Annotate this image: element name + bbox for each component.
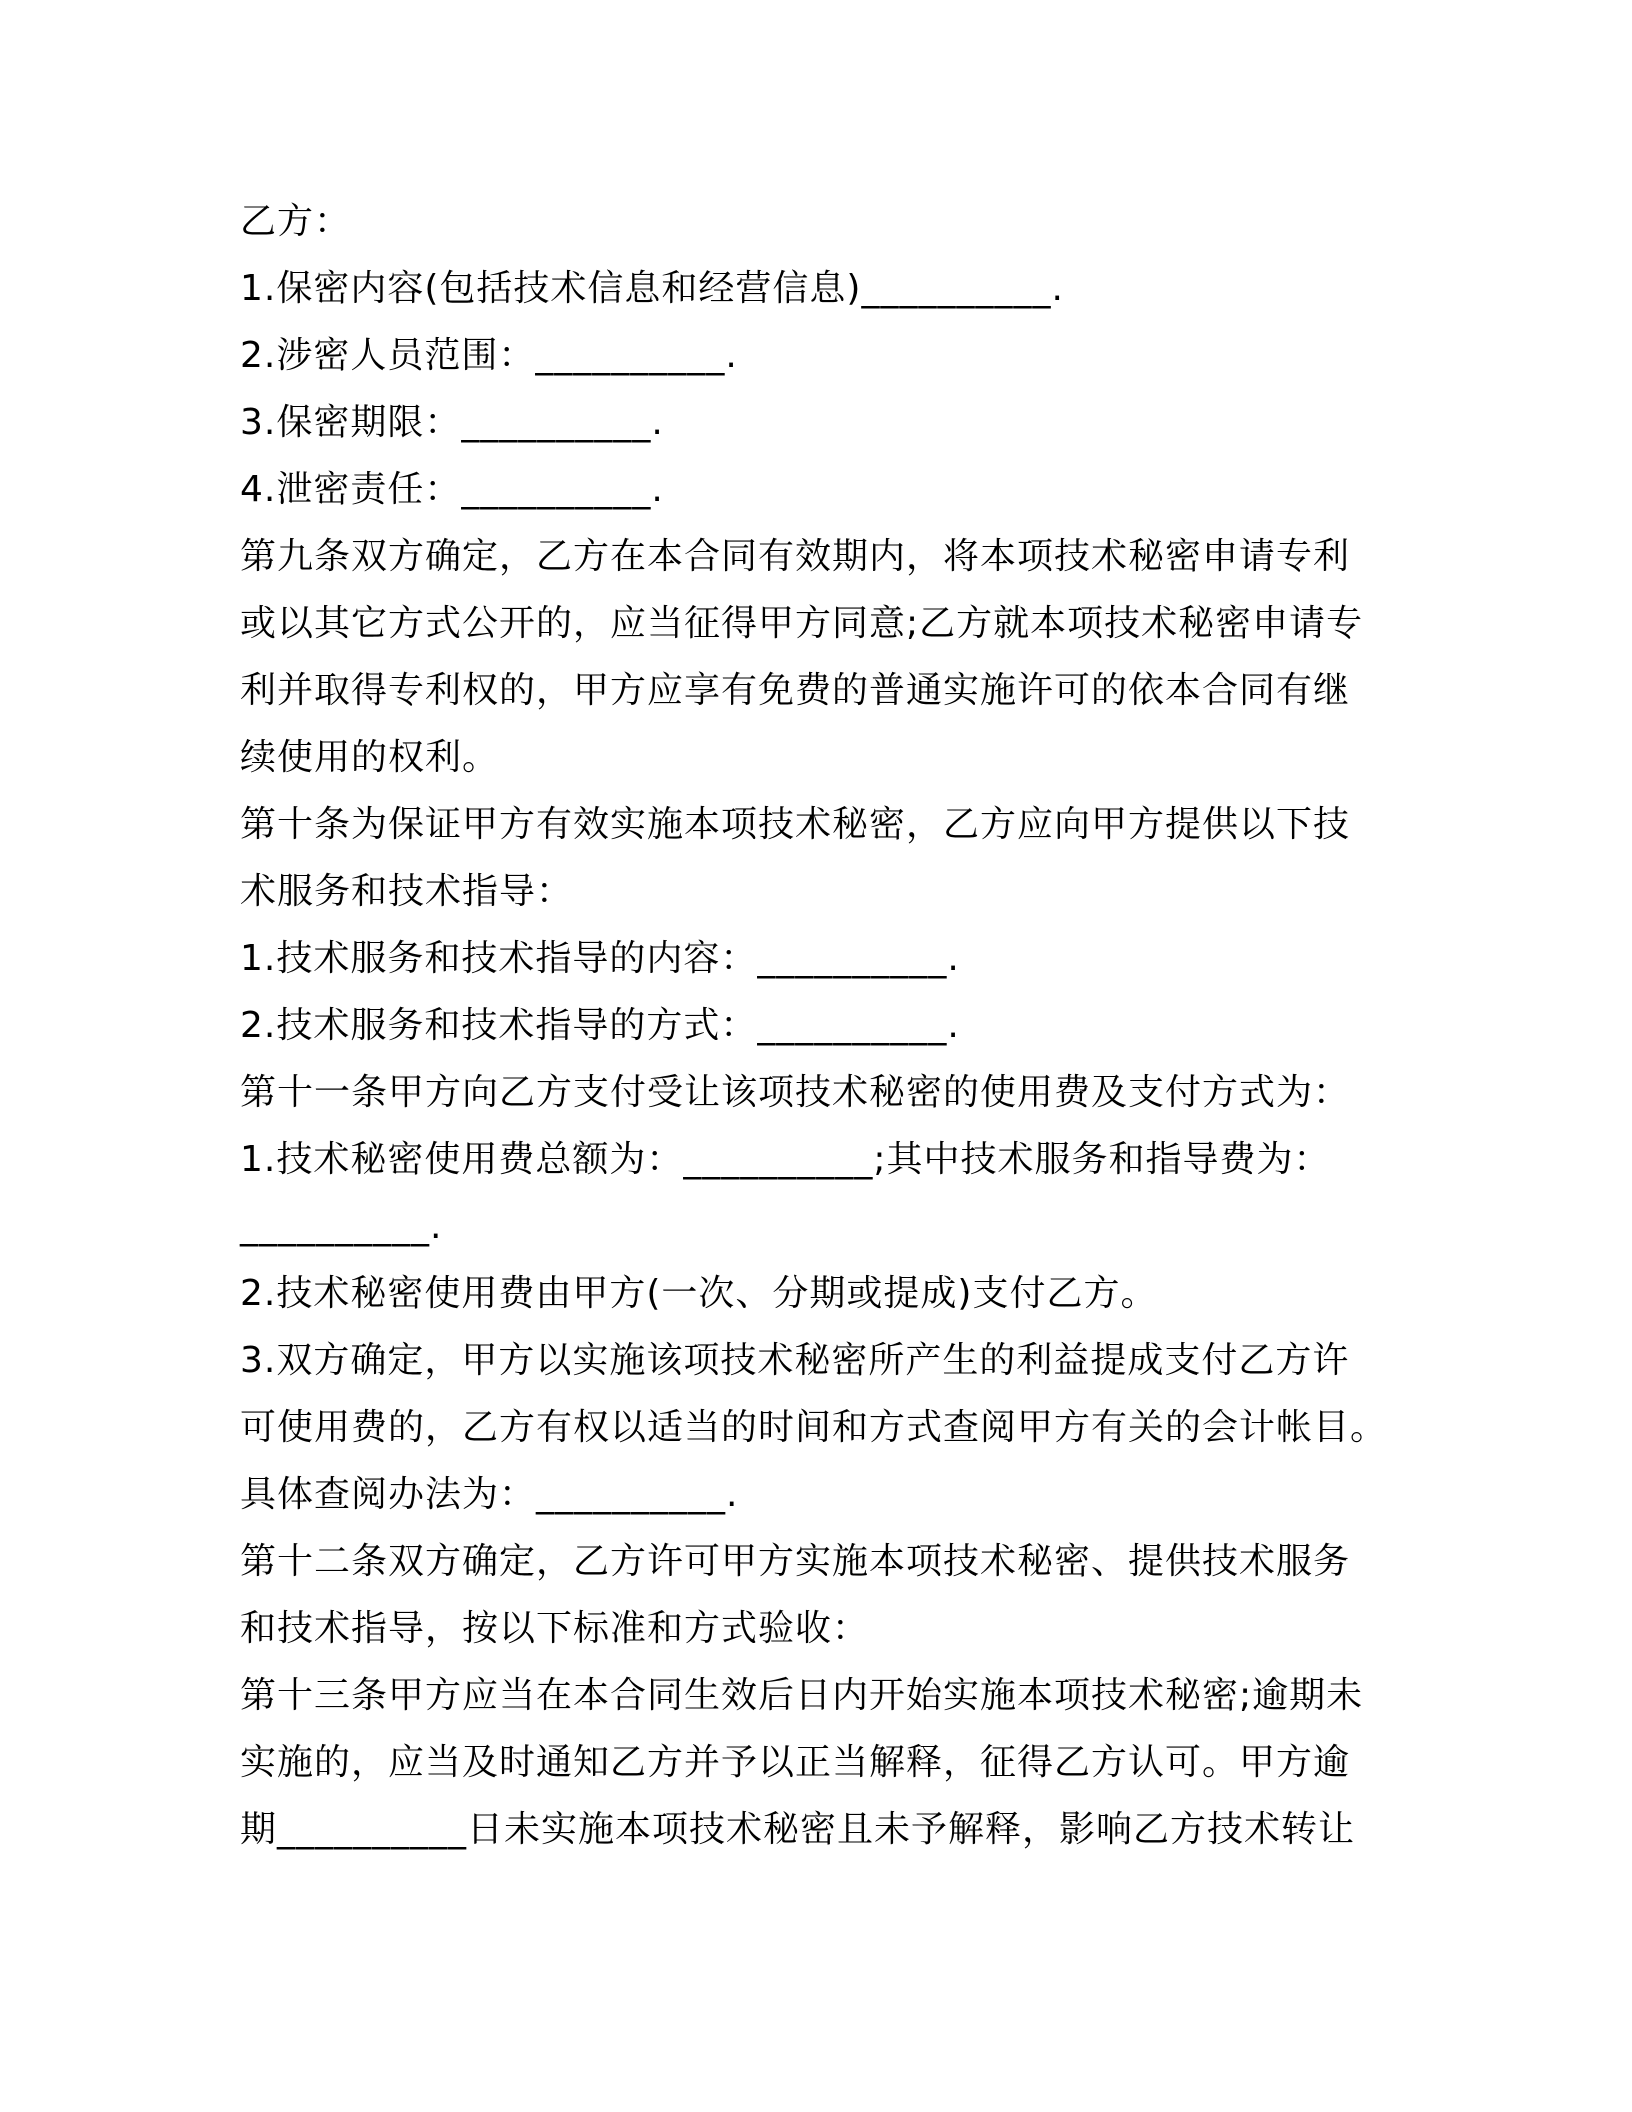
text-line: 2.涉密人员范围：__________. — [240, 335, 738, 376]
text-line: 4.泄密责任：__________. — [240, 469, 664, 510]
text-line: __________. — [240, 1206, 443, 1247]
text-line: 1.技术秘密使用费总额为：__________;其中技术服务和指导费为： — [240, 1139, 1331, 1180]
text-line: 具体查阅办法为：__________. — [240, 1474, 739, 1515]
text-line: 实施的，应当及时通知乙方并予以正当解释，征得乙方认可。甲方逾 — [240, 1742, 1351, 1783]
contract-body — [240, 188, 1410, 1863]
text-line: 可使用费的，乙方有权以适当的时间和方式查阅甲方有关的会计帐目。 — [240, 1407, 1388, 1448]
text-line: 第十条为保证甲方有效实施本项技术秘密，乙方应向甲方提供以下技 — [240, 804, 1351, 845]
text-line: 3.双方确定，甲方以实施该项技术秘密所产生的利益提成支付乙方许 — [240, 1340, 1350, 1381]
text-line: 和技术指导，按以下标准和方式验收： — [240, 1608, 870, 1649]
text-line: 乙方： — [240, 201, 352, 242]
text-line: 1.保密内容(包括技术信息和经营信息)__________. — [240, 268, 1064, 309]
text-line: 利并取得专利权的，甲方应享有免费的普通实施许可的依本合同有继 — [240, 670, 1351, 711]
text-line: 术服务和技术指导： — [240, 871, 574, 912]
text-line: 续使用的权利。 — [240, 737, 500, 778]
text-line: 第九条双方确定，乙方在本合同有效期内，将本项技术秘密申请专利 — [240, 536, 1351, 577]
text-line: 期__________日未实施本项技术秘密且未予解释，影响乙方技术转让 — [240, 1809, 1356, 1850]
text-line: 第十三条甲方应当在本合同生效后日内开始实施本项技术秘密;逾期未 — [240, 1675, 1364, 1716]
text-line: 第十二条双方确定，乙方许可甲方实施本项技术秘密、提供技术服务 — [240, 1541, 1351, 1582]
text-line: 2.技术服务和技术指导的方式：__________. — [240, 1005, 960, 1046]
text-line: 1.技术服务和技术指导的内容：__________. — [240, 938, 960, 979]
text-line: 或以其它方式公开的，应当征得甲方同意;乙方就本项技术秘密申请专 — [240, 603, 1364, 644]
text-line: 3.保密期限：__________. — [240, 402, 664, 443]
text-line: 第十一条甲方向乙方支付受让该项技术秘密的使用费及支付方式为： — [240, 1072, 1351, 1113]
text-line: 2.技术秘密使用费由甲方(一次、分期或提成)支付乙方。 — [240, 1273, 1158, 1314]
